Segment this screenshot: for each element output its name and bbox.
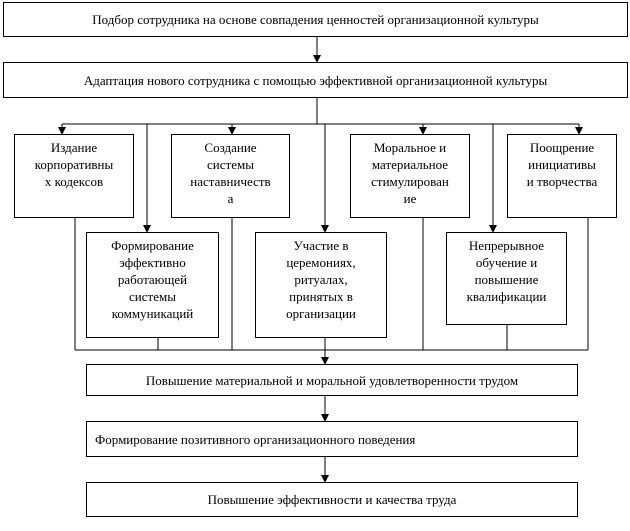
box-behavior: Формирование позитивного организационного поведения xyxy=(86,421,578,457)
box-training: Непрерывное обучение и повышение квалификации xyxy=(446,232,567,325)
box-mentoring: Создание системы наставничеств а xyxy=(171,134,290,218)
box-satisfaction: Повышение материальной и моральной удовлетворенности трудом xyxy=(86,364,578,396)
box-selection: Подбор сотрудника на основе совпадения ценностей организационной культуры xyxy=(3,2,628,37)
box-ceremonies: Участие в церемониях, ритуалах, принятых в организации xyxy=(255,232,387,338)
box-encouragement: Поощрение инициативы и творчества xyxy=(507,134,617,218)
box-efficiency: Повышение эффективности и качества труда xyxy=(86,482,578,517)
box-codes: Издание корпоративны х кодексов xyxy=(14,134,134,218)
box-adaptation: Адаптация нового сотрудника с помощью эффективной организационной культуры xyxy=(3,62,628,98)
box-communications: Формирование эффективно работающей системы коммуникаций xyxy=(86,232,219,338)
box-stimulation: Моральное и материальное стимулирован ие xyxy=(350,134,470,218)
